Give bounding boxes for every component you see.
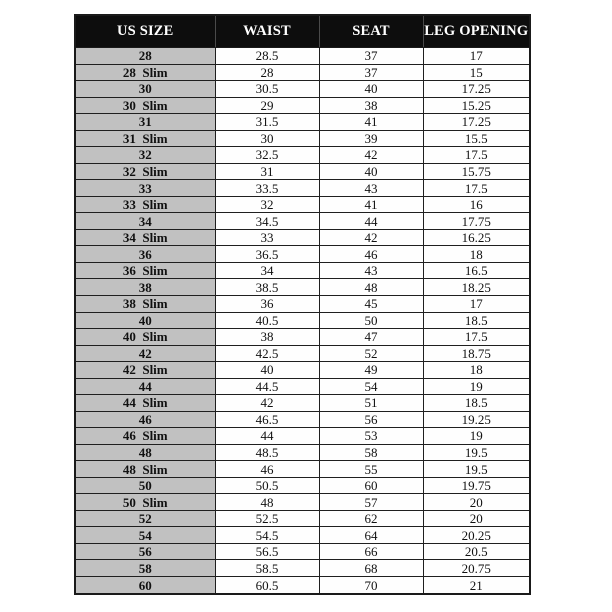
table-row [75, 444, 530, 461]
leg-opening-cell: 15.25 [423, 97, 530, 114]
size-cell: 38 [75, 279, 215, 296]
waist-cell: 48.5 [215, 444, 319, 461]
header-leg-opening: LEG OPENING [423, 15, 530, 48]
table-row [75, 262, 530, 279]
table-row [75, 97, 530, 114]
waist-cell: 54.5 [215, 527, 319, 544]
table-row [75, 114, 530, 131]
seat-cell: 60 [319, 477, 423, 494]
table-row [75, 180, 530, 197]
seat-cell: 42 [319, 229, 423, 246]
waist-cell: 31.5 [215, 114, 319, 131]
size-cell: 50 [75, 477, 215, 494]
size-cell: 44 Slim [75, 395, 215, 412]
waist-cell: 60.5 [215, 577, 319, 595]
table-row [75, 81, 530, 98]
seat-cell: 66 [319, 543, 423, 560]
seat-cell: 68 [319, 560, 423, 577]
size-cell: 54 [75, 527, 215, 544]
leg-opening-cell: 19.75 [423, 477, 530, 494]
leg-opening-cell: 16.25 [423, 229, 530, 246]
leg-opening-cell: 17.75 [423, 213, 530, 230]
leg-opening-cell: 18.25 [423, 279, 530, 296]
size-cell: 31 Slim [75, 130, 215, 147]
leg-opening-cell: 18 [423, 362, 530, 379]
table-row [75, 543, 530, 560]
table-row [75, 163, 530, 180]
seat-cell: 46 [319, 246, 423, 263]
seat-cell: 43 [319, 262, 423, 279]
table-row [75, 362, 530, 379]
size-cell: 42 Slim [75, 362, 215, 379]
table-row [75, 229, 530, 246]
leg-opening-cell: 17.5 [423, 180, 530, 197]
seat-cell: 40 [319, 163, 423, 180]
waist-cell: 30.5 [215, 81, 319, 98]
seat-cell: 50 [319, 312, 423, 329]
waist-cell: 36.5 [215, 246, 319, 263]
size-cell: 30 [75, 81, 215, 98]
leg-opening-cell: 19 [423, 428, 530, 445]
leg-opening-cell: 17.5 [423, 147, 530, 164]
waist-cell: 44 [215, 428, 319, 445]
table-row [75, 577, 530, 595]
size-cell: 32 [75, 147, 215, 164]
size-cell: 40 Slim [75, 329, 215, 346]
leg-opening-cell: 20.25 [423, 527, 530, 544]
seat-cell: 37 [319, 64, 423, 81]
table-row [75, 345, 530, 362]
leg-opening-cell: 20.75 [423, 560, 530, 577]
leg-opening-cell: 17.25 [423, 81, 530, 98]
seat-cell: 43 [319, 180, 423, 197]
leg-opening-cell: 20 [423, 494, 530, 511]
table-row [75, 48, 530, 65]
seat-cell: 38 [319, 97, 423, 114]
table-row [75, 378, 530, 395]
leg-opening-cell: 21 [423, 577, 530, 595]
table-row [75, 510, 530, 527]
size-chart [74, 14, 531, 595]
size-cell: 46 Slim [75, 428, 215, 445]
size-cell: 58 [75, 560, 215, 577]
waist-cell: 32 [215, 196, 319, 213]
seat-cell: 44 [319, 213, 423, 230]
waist-cell: 28 [215, 64, 319, 81]
table-body [75, 48, 530, 595]
waist-cell: 58.5 [215, 560, 319, 577]
leg-opening-cell: 20 [423, 510, 530, 527]
table-row [75, 395, 530, 412]
size-cell: 48 Slim [75, 461, 215, 478]
size-cell: 40 [75, 312, 215, 329]
table-row [75, 527, 530, 544]
seat-cell: 51 [319, 395, 423, 412]
table-row [75, 147, 530, 164]
waist-cell: 33 [215, 229, 319, 246]
header-seat: SEAT [319, 15, 423, 48]
leg-opening-cell: 16.5 [423, 262, 530, 279]
waist-cell: 38.5 [215, 279, 319, 296]
leg-opening-cell: 20.5 [423, 543, 530, 560]
waist-cell: 33.5 [215, 180, 319, 197]
size-cell: 44 [75, 378, 215, 395]
table-row [75, 329, 530, 346]
seat-cell: 39 [319, 130, 423, 147]
table-row [75, 560, 530, 577]
waist-cell: 44.5 [215, 378, 319, 395]
waist-cell: 34.5 [215, 213, 319, 230]
table-row [75, 295, 530, 312]
header-waist: WAIST [215, 15, 319, 48]
leg-opening-cell: 17.5 [423, 329, 530, 346]
waist-cell: 46.5 [215, 411, 319, 428]
seat-cell: 45 [319, 295, 423, 312]
waist-cell: 32.5 [215, 147, 319, 164]
size-cell: 33 [75, 180, 215, 197]
size-cell: 31 [75, 114, 215, 131]
seat-cell: 37 [319, 48, 423, 65]
waist-cell: 30 [215, 130, 319, 147]
waist-cell: 50.5 [215, 477, 319, 494]
size-cell: 42 [75, 345, 215, 362]
table-row [75, 213, 530, 230]
waist-cell: 38 [215, 329, 319, 346]
size-cell: 46 [75, 411, 215, 428]
seat-cell: 49 [319, 362, 423, 379]
seat-cell: 57 [319, 494, 423, 511]
table-row [75, 494, 530, 511]
size-cell: 28 Slim [75, 64, 215, 81]
seat-cell: 58 [319, 444, 423, 461]
leg-opening-cell: 17 [423, 48, 530, 65]
leg-opening-cell: 19 [423, 378, 530, 395]
table-row [75, 196, 530, 213]
size-chart-table [74, 14, 531, 595]
waist-cell: 36 [215, 295, 319, 312]
leg-opening-cell: 19.25 [423, 411, 530, 428]
waist-cell: 48 [215, 494, 319, 511]
header-row [75, 15, 530, 48]
waist-cell: 40 [215, 362, 319, 379]
table-row [75, 461, 530, 478]
seat-cell: 40 [319, 81, 423, 98]
seat-cell: 56 [319, 411, 423, 428]
waist-cell: 46 [215, 461, 319, 478]
size-cell: 28 [75, 48, 215, 65]
waist-cell: 42 [215, 395, 319, 412]
seat-cell: 47 [319, 329, 423, 346]
waist-cell: 29 [215, 97, 319, 114]
table-row [75, 477, 530, 494]
size-cell: 38 Slim [75, 295, 215, 312]
table-row [75, 246, 530, 263]
table-row [75, 130, 530, 147]
leg-opening-cell: 18.5 [423, 312, 530, 329]
seat-cell: 48 [319, 279, 423, 296]
seat-cell: 70 [319, 577, 423, 595]
size-cell: 50 Slim [75, 494, 215, 511]
leg-opening-cell: 16 [423, 196, 530, 213]
leg-opening-cell: 17.25 [423, 114, 530, 131]
size-cell: 48 [75, 444, 215, 461]
leg-opening-cell: 18 [423, 246, 530, 263]
seat-cell: 55 [319, 461, 423, 478]
size-cell: 36 [75, 246, 215, 263]
size-cell: 34 [75, 213, 215, 230]
seat-cell: 62 [319, 510, 423, 527]
leg-opening-cell: 15.75 [423, 163, 530, 180]
table-row [75, 312, 530, 329]
table-row [75, 411, 530, 428]
table-header [75, 15, 530, 48]
size-cell: 36 Slim [75, 262, 215, 279]
leg-opening-cell: 19.5 [423, 444, 530, 461]
waist-cell: 31 [215, 163, 319, 180]
seat-cell: 54 [319, 378, 423, 395]
seat-cell: 64 [319, 527, 423, 544]
size-cell: 33 Slim [75, 196, 215, 213]
waist-cell: 28.5 [215, 48, 319, 65]
leg-opening-cell: 15.5 [423, 130, 530, 147]
size-cell: 30 Slim [75, 97, 215, 114]
size-cell: 34 Slim [75, 229, 215, 246]
seat-cell: 52 [319, 345, 423, 362]
size-cell: 60 [75, 577, 215, 595]
table-row [75, 64, 530, 81]
leg-opening-cell: 15 [423, 64, 530, 81]
size-cell: 56 [75, 543, 215, 560]
waist-cell: 42.5 [215, 345, 319, 362]
size-cell: 32 Slim [75, 163, 215, 180]
waist-cell: 56.5 [215, 543, 319, 560]
seat-cell: 41 [319, 196, 423, 213]
table-row [75, 428, 530, 445]
seat-cell: 41 [319, 114, 423, 131]
waist-cell: 34 [215, 262, 319, 279]
seat-cell: 53 [319, 428, 423, 445]
waist-cell: 52.5 [215, 510, 319, 527]
leg-opening-cell: 18.5 [423, 395, 530, 412]
table-row [75, 279, 530, 296]
header-us-size: US SIZE [75, 15, 215, 48]
size-cell: 52 [75, 510, 215, 527]
seat-cell: 42 [319, 147, 423, 164]
waist-cell: 40.5 [215, 312, 319, 329]
leg-opening-cell: 18.75 [423, 345, 530, 362]
leg-opening-cell: 19.5 [423, 461, 530, 478]
leg-opening-cell: 17 [423, 295, 530, 312]
